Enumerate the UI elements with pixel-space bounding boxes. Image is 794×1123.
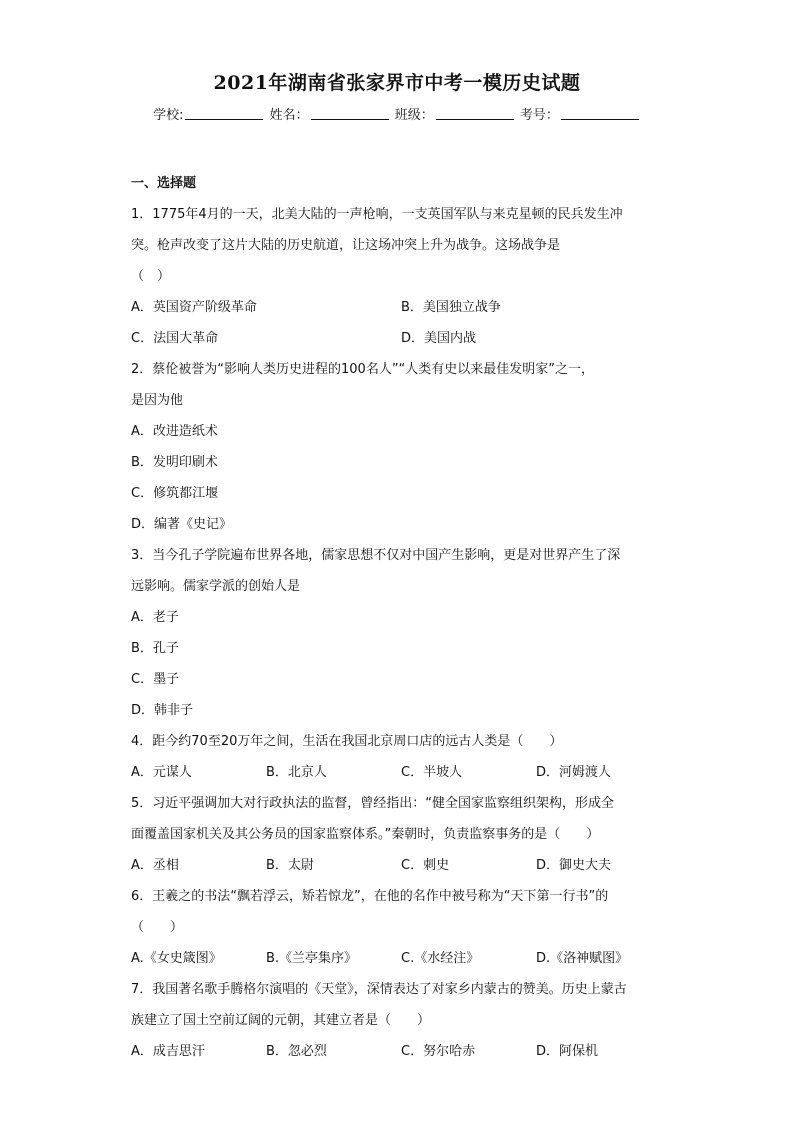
question-text: 5．习近平强调加大对行政执法的监督，曾经指出：“健全国家监察组织架构，形成全: [131, 796, 615, 811]
option-b[interactable]: B．发明印刷术: [131, 455, 218, 470]
option-a[interactable]: A．丞相: [131, 858, 179, 873]
question-text: 3．当今孔子学院遍布世界各地，儒家思想不仅对中国产生影响，更是对世界产生了深: [131, 548, 621, 563]
answer-bracket: （ ）: [131, 920, 184, 935]
question-text: 2．蔡伦被誉为“影响人类历史进程的100名人”“人类有史以来最佳发明家”之一，: [131, 362, 595, 377]
exam-no-blank[interactable]: [561, 107, 639, 120]
option-d[interactable]: D．阿保机: [536, 1044, 599, 1059]
options-row: [131, 757, 671, 788]
class-blank[interactable]: [436, 107, 514, 120]
option-a[interactable]: A．老子: [131, 610, 179, 625]
question-text: 7．我国著名歌手腾格尔演唱的《天堂》，深情表达了对家乡内蒙古的赞美。历史上蒙古: [131, 982, 627, 997]
answer-bracket: （ ）: [131, 269, 171, 284]
options-row: [131, 292, 671, 323]
options-row: [131, 323, 671, 354]
option-d[interactable]: D.《洛神赋图》: [536, 951, 629, 966]
option-c[interactable]: C．修筑都江堰: [131, 486, 219, 501]
option-d[interactable]: D．河姆渡人: [536, 765, 612, 780]
question-text: 远影响。儒家学派的创始人是: [131, 579, 301, 594]
option-c[interactable]: C．墨子: [131, 672, 180, 687]
option-a[interactable]: A．元谋人: [131, 765, 192, 780]
question-1: [131, 199, 671, 354]
class-label: 班级：: [394, 108, 434, 123]
option-b[interactable]: B．北京人: [266, 765, 327, 780]
name-blank[interactable]: [311, 107, 389, 120]
option-c[interactable]: C．努尔哈赤: [401, 1044, 476, 1059]
option-a[interactable]: A．英国资产阶级革命: [131, 300, 257, 315]
question-2: [131, 354, 671, 540]
options-row: [131, 1036, 671, 1067]
options-row: [131, 943, 671, 974]
question-text: 1．1775年4月的一天，北美大陆的一声枪响，一支英国军队与来克星顿的民兵发生冲: [131, 207, 623, 222]
exam-no-label: 考号：: [519, 108, 559, 123]
option-c[interactable]: C．半坡人: [401, 765, 463, 780]
question-7: [131, 974, 671, 1067]
option-d[interactable]: D．御史大夫: [536, 858, 612, 873]
question-text: 4．距今约70至20万年之间，生活在我国北京周口店的远古人类是（ ）: [131, 734, 563, 749]
question-text: 突。枪声改变了这片大陆的历史航道，让这场冲突上升为战争。这场战争是: [131, 238, 561, 253]
option-c[interactable]: C．法国大革命: [131, 331, 219, 346]
option-b[interactable]: B．美国独立战争: [401, 300, 501, 315]
question-text: 6．王羲之的书法“飘若浮云，矫若惊龙”，在他的名作中被号称为“天下第一行书”的: [131, 889, 609, 904]
option-b[interactable]: B.《兰亭集序》: [266, 951, 358, 966]
question-text: 是因为他: [131, 393, 184, 408]
question-4: [131, 726, 671, 788]
question-content: [131, 168, 671, 1067]
options-row: [131, 850, 671, 881]
name-label: 姓名：: [269, 108, 309, 123]
section-title: 一、选择题: [131, 176, 197, 191]
exam-title: 2021年湖南省张家界市中考一模历史试题: [213, 72, 581, 94]
option-d[interactable]: D．韩非子: [131, 703, 194, 718]
question-3: [131, 540, 671, 726]
school-label: 学校:: [153, 108, 184, 123]
option-d[interactable]: D．编著《史记》: [131, 517, 233, 532]
question-text: 族建立了国土空前辽阔的元朝，其建立者是（ ）: [131, 1013, 431, 1028]
student-info-row: [0, 104, 794, 123]
option-c[interactable]: C.《水经注》: [401, 951, 480, 966]
option-a[interactable]: A．成吉思汗: [131, 1044, 205, 1059]
option-c[interactable]: C．刺史: [401, 858, 450, 873]
option-b[interactable]: B．孔子: [131, 641, 179, 656]
option-b[interactable]: B．忽必烈: [266, 1044, 327, 1059]
question-text: 面覆盖国家机关及其公务员的国家监察体系。”秦朝时，负责监察事务的是（ ）: [131, 827, 600, 842]
option-b[interactable]: B．太尉: [266, 858, 314, 873]
option-a[interactable]: A．改进造纸术: [131, 424, 218, 439]
question-6: [131, 881, 671, 974]
option-a[interactable]: A.《女史箴图》: [131, 951, 222, 966]
option-d[interactable]: D．美国内战: [401, 331, 477, 346]
question-5: [131, 788, 671, 881]
school-blank[interactable]: [185, 107, 263, 120]
